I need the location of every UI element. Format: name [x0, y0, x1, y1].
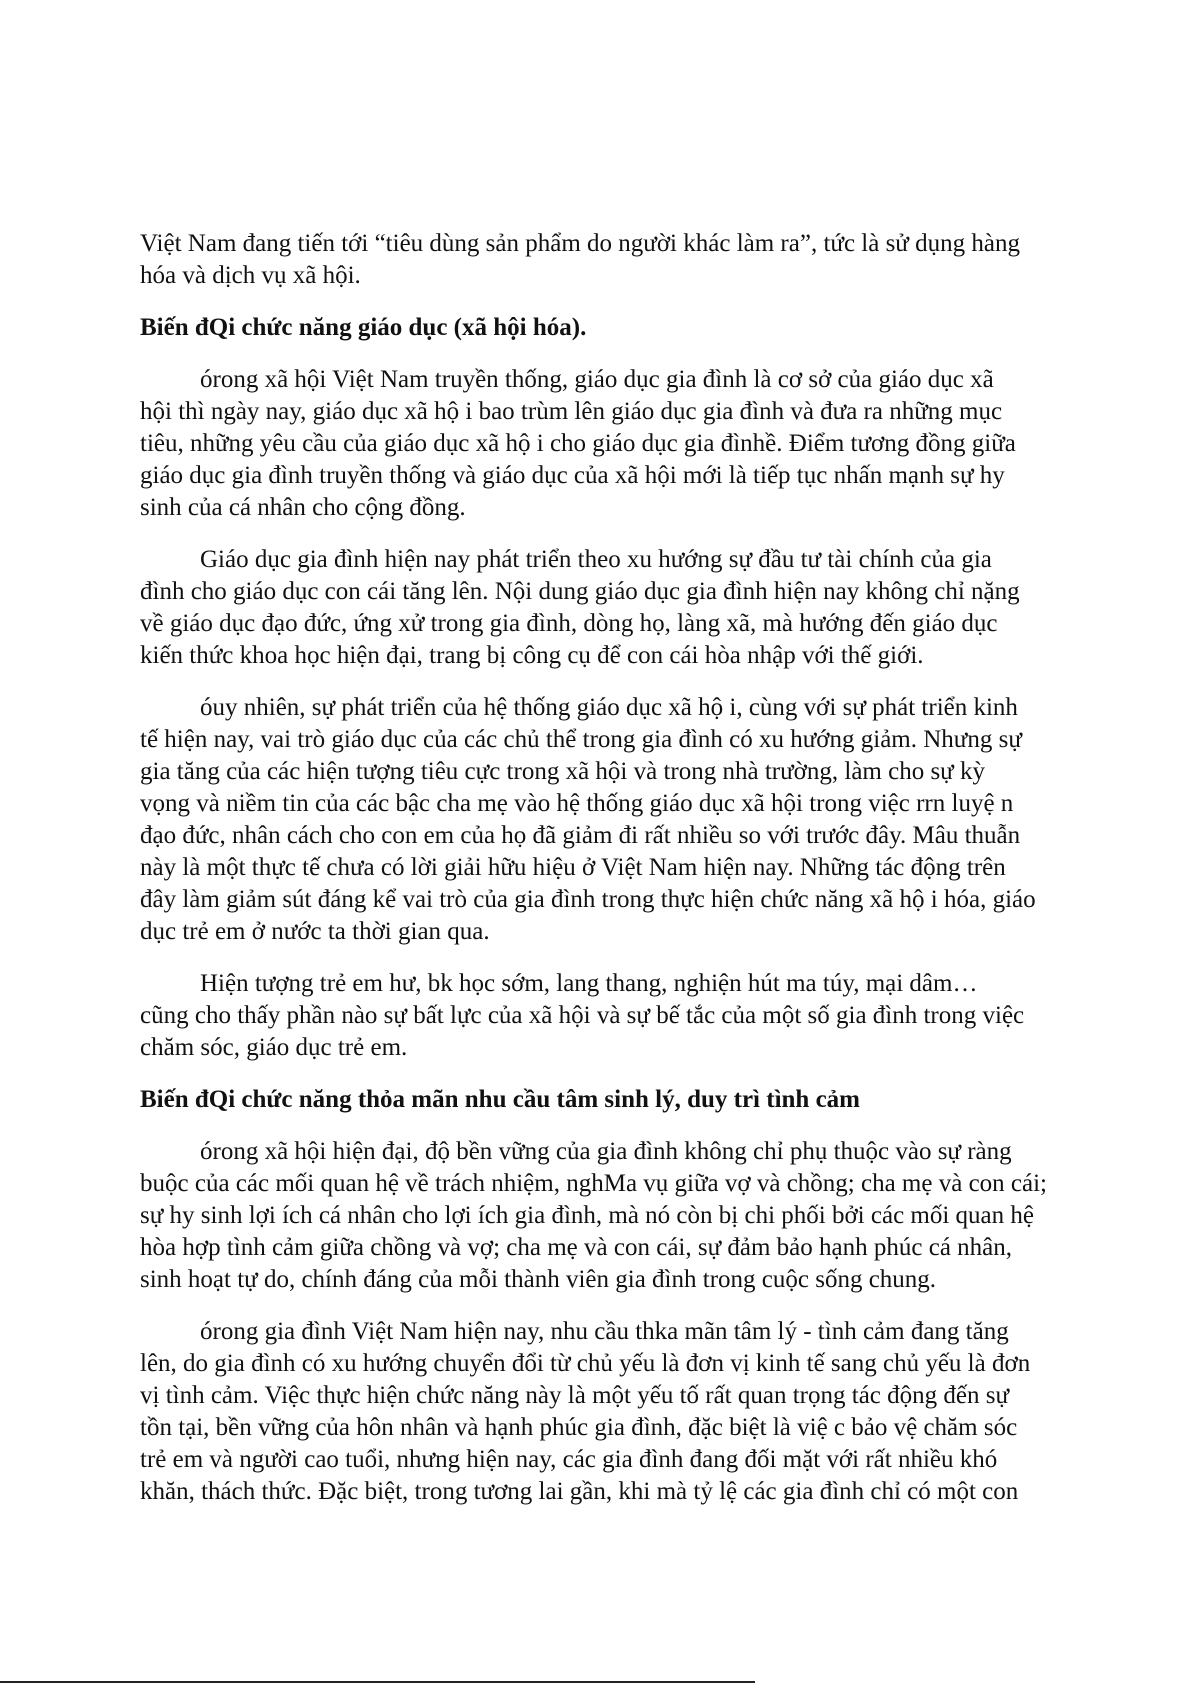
text-line: trẻ em và người cao tuổi, nhưng hiện nay, các gia đình đang đối mặt với rất nhiều khó — [140, 1446, 998, 1473]
heading-text: Biến đQi chức năng thỏa mãn nhu cầu tâm sinh lý, duy trì tình cảm — [140, 1086, 860, 1113]
paragraph — [140, 692, 1052, 948]
paragraph — [140, 1316, 1052, 1508]
text-line: órong xã hội Việt Nam truyền thống, giáo dục gia đình là cơ sở của giáo dục xã — [200, 366, 994, 393]
paragraph — [140, 968, 1052, 1064]
text-line: sự hy sinh lợi ích cá nhân cho lợi ích gia đình, mà nó còn bị chi phối bởi các mối quan hệ — [140, 1202, 1034, 1229]
text-line: về giáo dục đạo đức, ứng xử trong gia đình, dòng họ, làng xã, mà hướng đến giáo dục — [140, 610, 998, 637]
text-line: hòa hợp tình cảm giữa chồng và vợ; cha mẹ và con cái, sự đảm bảo hạnh phúc cá nhân, — [140, 1234, 1013, 1261]
text-line: vọng và niềm tin của các bậc cha mẹ vào hệ thống giáo dục xã hội trong việc rrn luyệ n — [140, 790, 1014, 817]
document-page — [140, 228, 1052, 1508]
section-heading — [140, 1084, 1052, 1116]
text-line: órong gia đình Việt Nam hiện nay, nhu cầu thka mãn tâm lý - tình cảm đang tăng — [200, 1318, 1009, 1345]
text-line: sinh hoạt tự do, chính đáng của mỗi thành viên gia đình trong cuộc sống chung. — [140, 1266, 937, 1293]
text-line: khăn, thách thức. Đặc biệt, trong tương lai gần, khi mà tỷ lệ các gia đình chỉ có một con — [140, 1478, 1019, 1505]
text-line: Hiện tượng trẻ em hư, bk học sớm, lang thang, nghiện hút ma túy, mại dâm… — [200, 970, 978, 997]
text-line: này là một thực tế chưa có lời giải hữu hiệu ở Việt Nam hiện nay. Những tác động trên — [140, 854, 1006, 881]
text-line: đây làm giảm sút đáng kể vai trò của gia đình trong thực hiện chức năng xã hộ i hóa, giáo — [140, 886, 1036, 913]
text-line: giáo dục gia đình truyền thống và giáo dục của xã hội mới là tiếp tục nhấn mạnh sự hy — [140, 462, 1005, 489]
text-line: hội thì ngày nay, giáo dục xã hộ i bao trùm lên giáo dục gia đình và đưa ra những mục — [140, 398, 1003, 425]
text-line: tế hiện nay, vai trò giáo dục của các chủ thể trong gia đình có xu hướng giảm. Nhưng sự — [140, 726, 1022, 753]
text-line: tiêu, những yêu cầu của giáo dục xã hộ i cho giáo dục gia đìnhề. Điểm tương đồng giữa — [140, 430, 1016, 457]
text-line: cũng cho thấy phần nào sự bất lực của xã hội và sự bế tắc của một số gia đình trong việc — [140, 1002, 1025, 1029]
text-line: buộc của các mối quan hệ về trách nhiệm, nghMa vụ giữa vợ và chồng; cha mẹ và con cái; — [140, 1170, 1047, 1197]
text-line: Việt Nam đang tiến tới “tiêu dùng sản phẩm do người khác làm ra”, tức là sử dụng hàng — [140, 230, 1020, 257]
paragraph — [140, 1136, 1052, 1296]
page-bottom-rule — [595, 1681, 755, 1683]
text-line: sinh của cá nhân cho cộng đồng. — [140, 494, 466, 521]
paragraph — [140, 544, 1052, 672]
text-line: chăm sóc, giáo dục trẻ em. — [140, 1034, 408, 1061]
paragraph — [140, 364, 1052, 524]
text-line: dục trẻ em ở nước ta thời gian qua. — [140, 918, 490, 945]
text-line: lên, do gia đình có xu hướng chuyển đổi từ chủ yếu là đơn vị kinh tế sang chủ yếu là đơn — [140, 1350, 1031, 1377]
text-line: hóa và dịch vụ xã hội. — [140, 262, 361, 289]
page-bottom-rule — [0, 1681, 595, 1683]
text-line: órong xã hội hiện đại, độ bền vững của gia đình không chỉ phụ thuộc vào sự ràng — [200, 1138, 1012, 1165]
section-heading — [140, 312, 1052, 344]
text-line: Giáo dục gia đình hiện nay phát triển theo xu hướng sự đầu tư tài chính của gia — [200, 546, 992, 573]
text-line: đình cho giáo dục con cái tăng lên. Nội dung giáo dục gia đình hiện nay không chỉ nặng — [140, 578, 1020, 605]
text-line: tồn tại, bền vững của hôn nhân và hạnh phúc gia đình, đặc biệt là việ c bảo vệ chăm sóc — [140, 1414, 1018, 1441]
text-line: gia tăng của các hiện tượng tiêu cực trong xã hội và trong nhà trường, làm cho sự kỳ — [140, 758, 985, 785]
heading-text: Biến đQi chức năng giáo dục (xã hội hóa). — [140, 314, 587, 341]
text-line: kiến thức khoa học hiện đại, trang bị công cụ để con cái hòa nhập với thế giới. — [140, 642, 924, 669]
paragraph — [140, 228, 1052, 292]
text-line: óuy nhiên, sự phát triển của hệ thống giáo dục xã hộ i, cùng với sự phát triển kinh — [200, 694, 1018, 721]
text-line: đạo đức, nhân cách cho con em của họ đã giảm đi rất nhiều so với trước đây. Mâu thuẫn — [140, 822, 1021, 849]
text-line: vị tình cảm. Việc thực hiện chức năng này là một yếu tố rất quan trọng tác động đến sự — [140, 1382, 1010, 1409]
